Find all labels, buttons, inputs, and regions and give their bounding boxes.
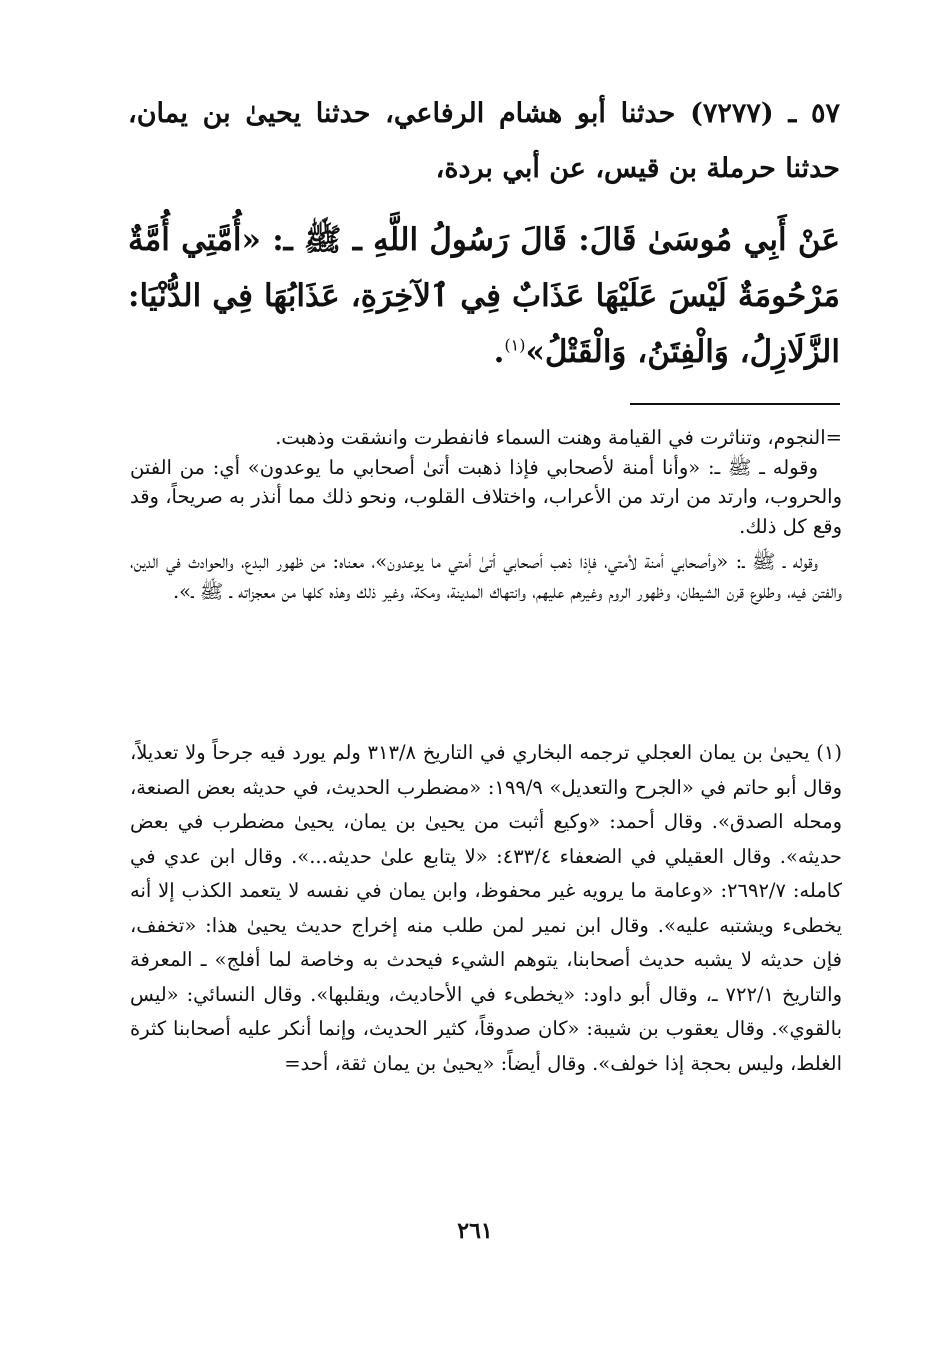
page-number: ٢٦١: [457, 1218, 493, 1244]
footnote-1: (١) يحيىٰ بن يمان العجلي ترجمه البخاري في التاريخ ٣١٣/٨ ولم يورد فيه جرحاً ولا تعديلاً، وقال أبو حاتم في «الجرح والتعديل» ١٩٩/٩: «مضطرب الحديث، في حديثه بعض الصنعة، ومحله الصدق». وقال أحمد: «وكيع أثبت من يحيىٰ بن يمان، يحيىٰ مضطرب في بعض حديثه». وقال العقيلي في الضعفاء ٤٣٣/٤: «لا يتابع علىٰ حديثه...». وقال ابن عدي في كامله: ٢٦٩٢/٧: «وعامة ما يرويه غير محفوظ، وابن يمان في نفسه لا يتعمد الكذب إلا أنه يخطىء ويشتبه عليه». وقال ابن نمير لمن طلب منه إخراج حديث يحيىٰ هذا: «تخفف، فإن حديثه لا يشبه حديث أصحابنا، يتوهم الشيء فيحدث به وخاصة لما أفلج» ـ المعرفة والتاريخ ٧٢٢/١ ـ، وقال أبو داود: «يخطىء في الأحاديث، ويقلبها». وقال النسائي: «ليس بالقوي». وقال يعقوب بن شيبة: «كان صدوقاً، كثير الحديث، وإنما أنكر عليه أصحابنا كثرة الغلط، وليس بحجة إذا خولف». وقال أيضاً: «يحيىٰ بن يمان ثقة، أحد=: [130, 741, 843, 1075]
hadith-text-block: [128, 212, 840, 380]
hadith-end-mark: .: [493, 334, 505, 370]
hadith-text: عَنْ أَبِي مُوسَىٰ قَالَ: قَالَ رَسُولُ اللَّهِ ـ ﷺ ـ: «أُمَّتِي أُمَّةٌ مَرْحُومَةٌ لَيْسَ عَلَيْهَا عَذَابٌ فِي ٱلآخِرَةِ، عَذَابُهَا فِي الدُّنْيَا: الزَّلَازِلُ، وَالْفِتَنُ، وَالْقَتْلُ»: [128, 222, 840, 370]
hadith-chain-of-narration: ٥٧ ـ (٧٢٧٧) حدثنا أبو هشام الرفاعي، حدثنا يحيىٰ بن يمان، حدثنا حرملة بن قيس، عن أبي بردة،: [128, 98, 840, 184]
footnote-paragraph-3: وقوله ـ ﷺ ـ: «وأصحابي أمنة لأمتي، فإذا ذهب أصحابي أتىٰ أمتي ما يوعدون»، معناه: من ظهور البدع، والحوادث في الدين، والفتن فيه، وطلوع قرن الشيطان، وظهور الروم وغيرهم عليهم، وانتهاك المدينة، ومكة، وغير ذلك وهذه كلها من معجزاته ـ ﷺ ـ».: [130, 550, 842, 603]
footnote-marker: (١): [504, 335, 526, 355]
footnotes-continuation: [130, 423, 842, 606]
footnote-paragraph-2: وقوله ـ ﷺ ـ: «وأنا أمنة لأصحابي فإذا ذهبت أتىٰ أصحابي ما يوعدون» أي: من الفتن والحروب، وارتد من ارتد من الأعراب، واختلاف القلوب، ونحو ذلك مما أنذر به صريحاً، وقد وقع كل ذلك.: [130, 455, 842, 538]
footnote-continuation-line: =النجوم، وتناثرت في القيامة وهنت السماء فانفطرت وانشقت وذهبت.: [275, 426, 842, 449]
footnote-divider: [630, 403, 840, 405]
